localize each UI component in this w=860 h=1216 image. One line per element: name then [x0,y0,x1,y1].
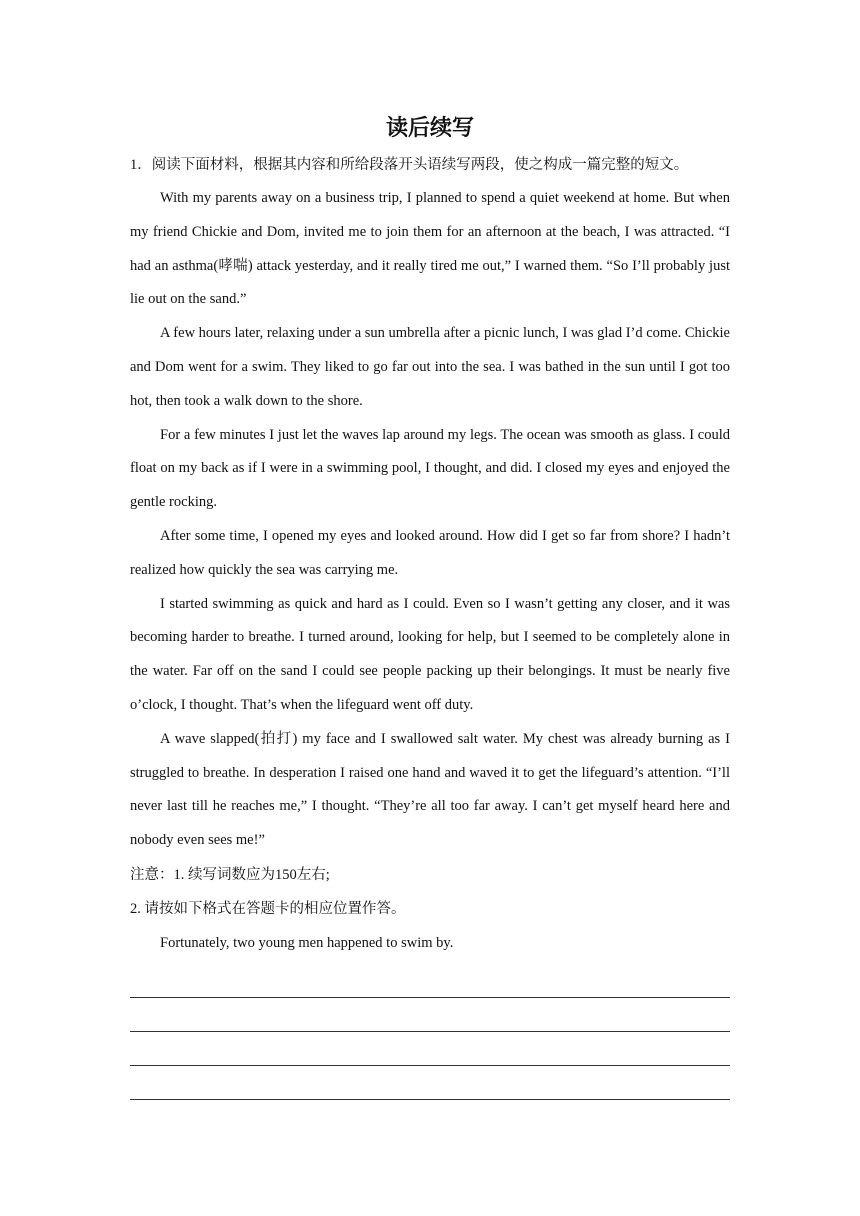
document-page [130,108,730,1100]
story-paragraph-6: A wave slapped(拍打) my face and I swallowed salt water. My chest was already burning as I struggled to breathe. In desperation I raised one hand and waved it to get the lifeguard’s attention. “I’ll never last till he reaches me,” I thought. “They’re all too far away. I can’t get myself heard here and nobody even sees me!” [130,730,730,849]
page-title: 读后续写 [385,115,474,140]
answer-line[interactable] [130,1032,730,1066]
answer-lines [130,964,730,1100]
story-paragraph-2: A few hours later, relaxing under a sun umbrella after a picnic lunch, I was glad I’d come. Chickie and Dom went for a swim. They liked to go far out into the sea. I was bathed in the sun until I got too hot, then took a walk down to the shore. [130,325,730,409]
question-instruction: 1．阅读下面材料，根据其内容和所给段落开头语续写两段，使之构成一篇完整的短文。 [130,157,689,173]
continuation-prompt: Fortunately, two young men happened to swim by. [160,934,454,951]
story-paragraph-5: I started swimming as quick and hard as I could. Even so I wasn’t getting any closer, and it was becoming harder to breathe. I turned around, looking for help, but I seemed to be completely alone in the water. Far off on the sand I could see people packing up their belongings. It must be nearly five o’clock, I thought. That’s when the lifeguard went off duty. [130,595,730,713]
story-paragraph-1: With my parents away on a business trip, I planned to spend a quiet weekend at home. But when my friend Chickie and Dom, invited me to join them for an afternoon at the beach, I was attracted. “I had an asthma(哮喘) attack yesterday, and it really tired me out,” I warned them. “So I’ll probably just lie out on the sand.” [130,190,730,308]
answer-line[interactable] [130,998,730,1032]
note-format: 2. 请按如下格式在答题卡的相应位置作答。 [130,900,406,917]
story-paragraph-4: After some time, I opened my eyes and looked around. How did I get so far from shore? I hadn’t realized how quickly the sea was carrying me. [130,527,730,578]
story-paragraph-3: For a few minutes I just let the waves lap around my legs. The ocean was smooth as glass. I could float on my back as if I were in a swimming pool, I thought, and did. I closed my eyes and enjoyed the gentle rocking. [130,426,730,511]
note-word-count: 注意：1. 续写词数应为150左右; [130,866,330,883]
answer-line[interactable] [130,964,730,998]
answer-line[interactable] [130,1066,730,1100]
